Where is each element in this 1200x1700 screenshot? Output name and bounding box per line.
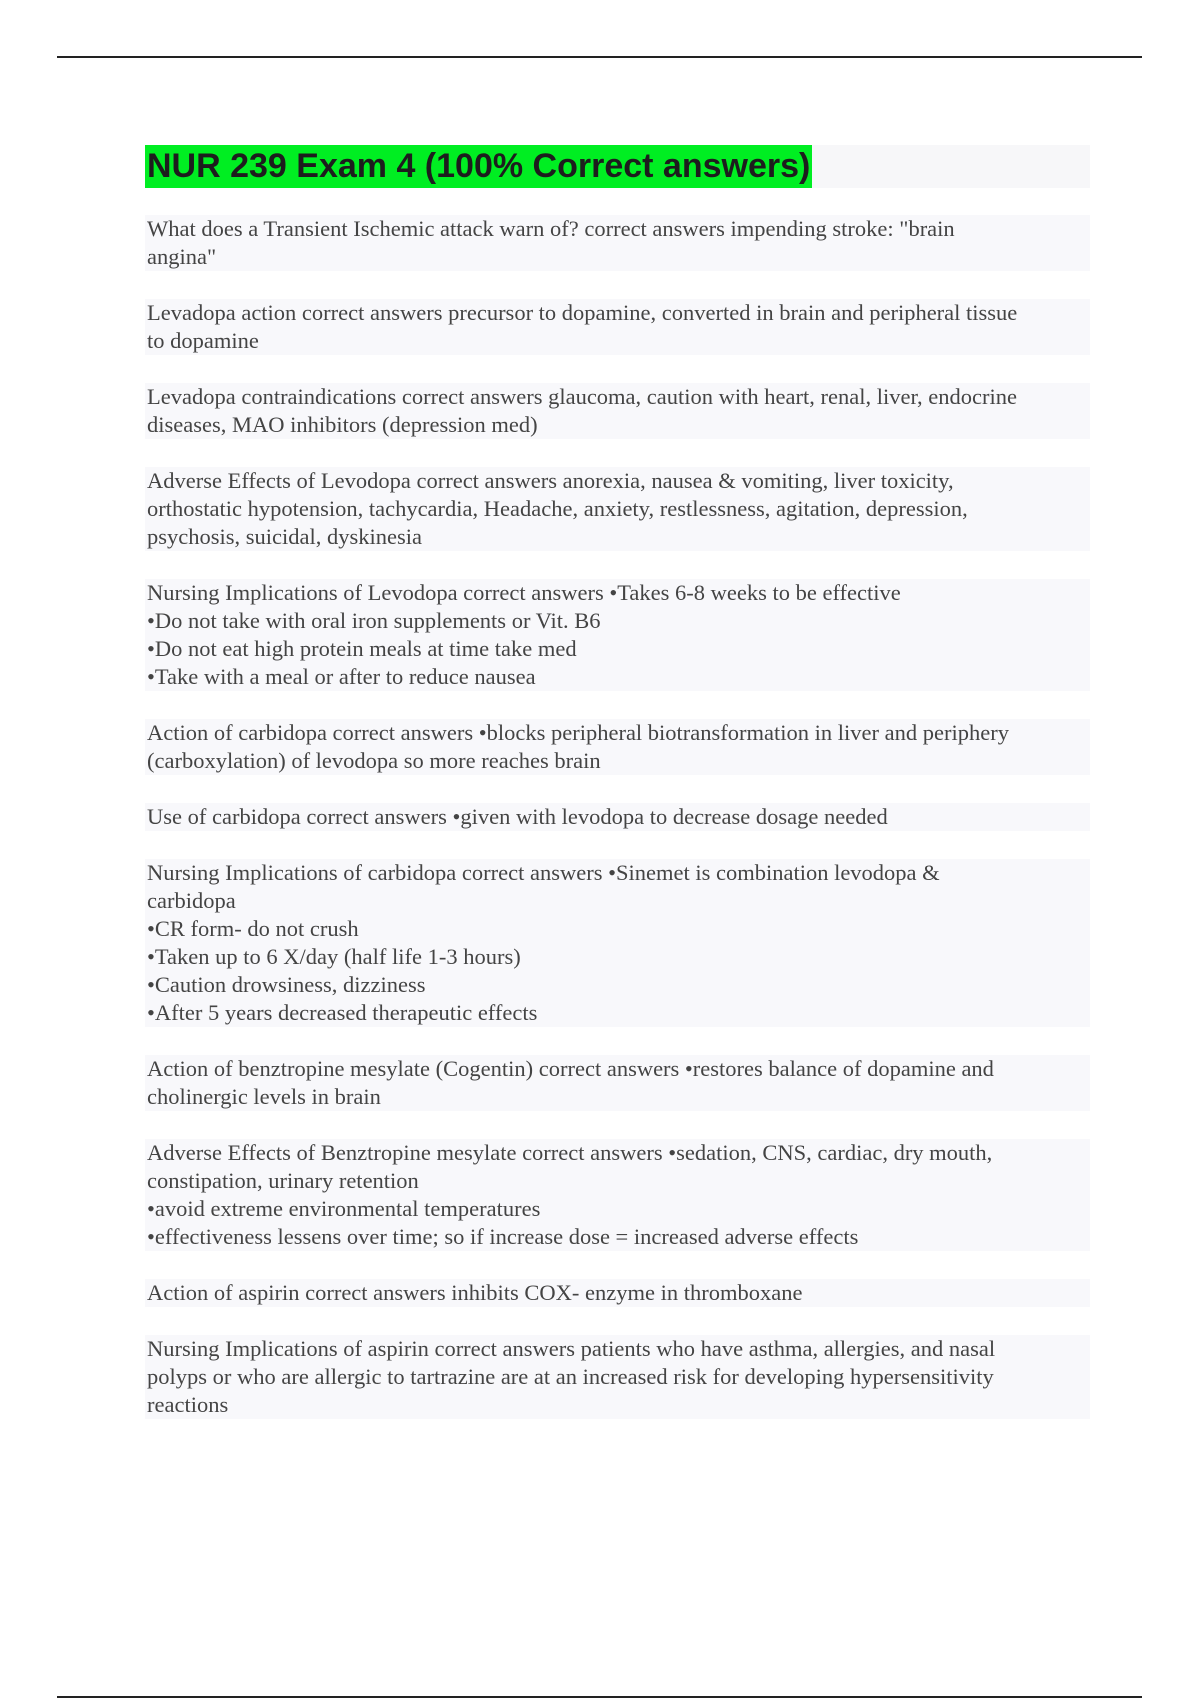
qa-entry-line: Adverse Effects of Benztropine mesylate correct answers •sedation, CNS, cardiac, dry mouth, — [147, 1140, 993, 1165]
document-page — [145, 145, 1090, 1447]
qa-entry-line: Action of aspirin correct answers inhibits COX- enzyme in thromboxane — [147, 1280, 803, 1305]
page-title: NUR 239 Exam 4 (100% Correct answers) — [145, 145, 812, 188]
qa-entry-line: carbidopa — [147, 888, 236, 913]
qa-entry — [145, 1335, 1090, 1419]
page-top-rule — [57, 56, 1142, 58]
qa-entry-line: Action of carbidopa correct answers •blocks peripheral biotransformation in liver and periphery — [147, 720, 1009, 745]
qa-entry-line: to dopamine — [147, 328, 259, 353]
qa-entry-line: polyps or who are allergic to tartrazine are at an increased risk for developing hypersensitivity — [147, 1364, 994, 1389]
qa-entry-line: Nursing Implications of carbidopa correct answers •Sinemet is combination levodopa & — [147, 860, 940, 885]
qa-entry — [145, 1279, 1090, 1307]
qa-entry — [145, 383, 1090, 439]
qa-entry-line: •Caution drowsiness, dizziness — [147, 972, 426, 997]
qa-entry-line: constipation, urinary retention — [147, 1168, 419, 1193]
qa-entry — [145, 1139, 1090, 1251]
qa-entry-line: What does a Transient Ischemic attack warn of? correct answers impending stroke: "brain — [147, 216, 955, 241]
qa-entry-line: Nursing Implications of aspirin correct answers patients who have asthma, allergies, and nasal — [147, 1336, 996, 1361]
qa-entry-line: angina" — [147, 244, 217, 269]
qa-entry-line: psychosis, suicidal, dyskinesia — [147, 524, 422, 549]
qa-entry-line: diseases, MAO inhibitors (depression med) — [147, 412, 538, 437]
qa-entry — [145, 1055, 1090, 1111]
qa-entry-line: Adverse Effects of Levodopa correct answers anorexia, nausea & vomiting, liver toxicity, — [147, 468, 954, 493]
qa-entry-line: •Taken up to 6 X/day (half life 1-3 hours) — [147, 944, 521, 969]
qa-entry — [145, 299, 1090, 355]
qa-entry-line: Levadopa action correct answers precursor to dopamine, converted in brain and peripheral tissue — [147, 300, 1018, 325]
qa-entry-line: Levadopa contraindications correct answers glaucoma, caution with heart, renal, liver, endocrine — [147, 384, 1017, 409]
qa-entry-line: •Do not eat high protein meals at time take med — [147, 636, 577, 661]
qa-entry-line: Nursing Implications of Levodopa correct answers •Takes 6-8 weeks to be effective — [147, 580, 901, 605]
qa-list — [145, 215, 1090, 1419]
page-bottom-rule — [57, 1696, 1142, 1698]
qa-entry-line: •effectiveness lessens over time; so if increase dose = increased adverse effects — [147, 1224, 859, 1249]
qa-entry — [145, 803, 1090, 831]
qa-entry-line: (carboxylation) of levodopa so more reaches brain — [147, 748, 601, 773]
title-bar — [145, 145, 1090, 188]
qa-entry — [145, 215, 1090, 271]
qa-entry-line: •CR form- do not crush — [147, 916, 359, 941]
qa-entry-line: Use of carbidopa correct answers •given with levodopa to decrease dosage needed — [147, 804, 888, 829]
qa-entry-line: •Do not take with oral iron supplements or Vit. B6 — [147, 608, 601, 633]
qa-entry — [145, 719, 1090, 775]
qa-entry-line: •avoid extreme environmental temperatures — [147, 1196, 541, 1221]
qa-entry-line: •After 5 years decreased therapeutic effects — [147, 1000, 538, 1025]
qa-entry — [145, 859, 1090, 1027]
qa-entry — [145, 467, 1090, 551]
qa-entry — [145, 579, 1090, 691]
qa-entry-line: •Take with a meal or after to reduce nausea — [147, 664, 536, 689]
qa-entry-line: Action of benztropine mesylate (Cogentin) correct answers •restores balance of dopamine and — [147, 1056, 994, 1081]
qa-entry-line: reactions — [147, 1392, 229, 1417]
qa-entry-line: orthostatic hypotension, tachycardia, Headache, anxiety, restlessness, agitation, depression, — [147, 496, 968, 521]
qa-entry-line: cholinergic levels in brain — [147, 1084, 381, 1109]
